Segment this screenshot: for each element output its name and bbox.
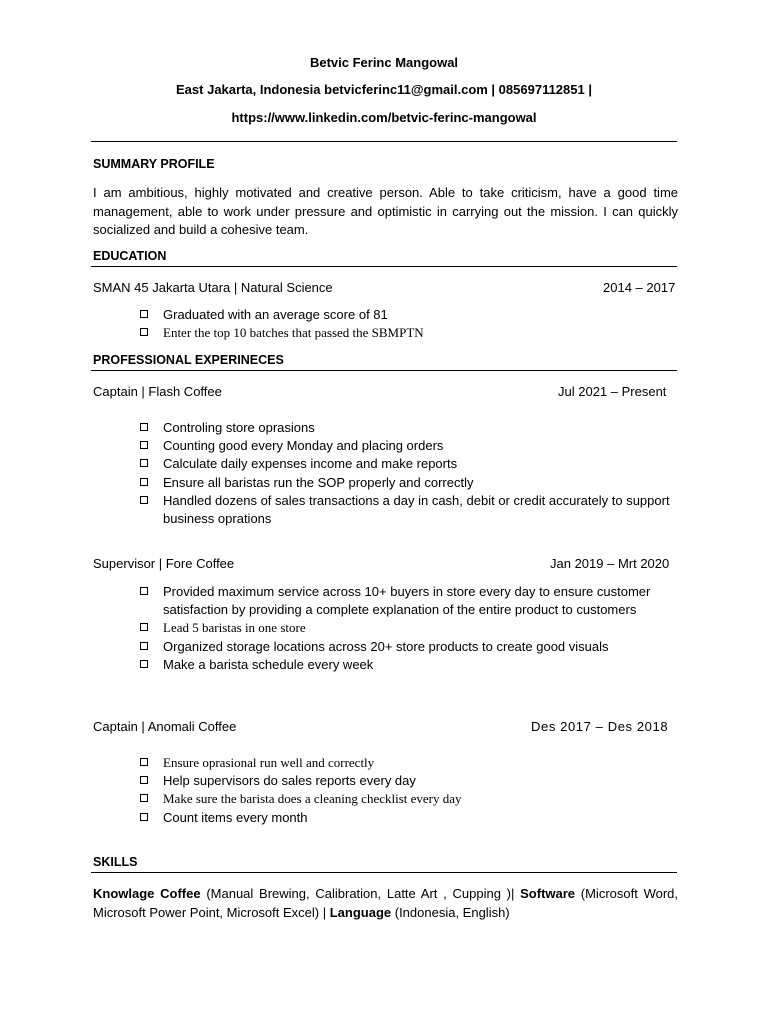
header-divider	[91, 141, 677, 142]
list-item: Provided maximum service across 10+ buyers in store every day to ensure customer satisfaction by providing a complete explanation of the entire product to customers	[138, 583, 678, 619]
skill-label-language: Language	[329, 904, 392, 920]
checkbox-icon	[140, 587, 148, 595]
experience-divider	[91, 370, 677, 371]
checkbox-icon	[140, 660, 148, 668]
education-list	[138, 306, 678, 342]
job-dates: Des 2017 – Des 2018	[531, 719, 669, 734]
education-dates: 2014 – 2017	[603, 280, 676, 295]
checkbox-icon	[140, 623, 148, 631]
experience-heading: PROFESSIONAL EXPERINECES	[93, 353, 284, 367]
skill-label-coffee: Knowlage Coffee	[93, 886, 201, 901]
skill-label-software: Software	[520, 886, 576, 901]
skills-text	[93, 885, 678, 922]
linkedin-url[interactable]: https://www.linkedin.com/betvic-ferinc-mangowal	[231, 110, 537, 125]
checkbox-icon	[140, 310, 148, 318]
checkbox-icon	[140, 459, 148, 467]
education-divider	[91, 266, 677, 267]
checkbox-icon	[140, 642, 148, 650]
list-item: Ensure all baristas run the SOP properly and correctly	[138, 474, 678, 492]
school-title: SMAN 45 Jakarta Utara | Natural Science	[93, 280, 333, 295]
checkbox-icon	[140, 794, 148, 802]
checkbox-icon	[140, 496, 148, 504]
job-duties-list	[138, 583, 678, 674]
skills-divider	[91, 872, 677, 873]
job-duties-list	[138, 419, 678, 528]
checkbox-icon	[140, 813, 148, 821]
list-item: Count items every month	[138, 809, 678, 827]
skill-coffee-detail: (Manual Brewing, Calibration, Latte Art , Cupping )|	[200, 886, 521, 901]
list-item: Graduated with an average score of 81	[138, 306, 678, 324]
list-item: Make a barista schedule every week	[138, 656, 678, 674]
education-heading: EDUCATION	[93, 249, 167, 263]
list-item: Ensure oprasional run well and correctly	[138, 754, 678, 772]
checkbox-icon	[140, 423, 148, 431]
list-item: Make sure the barista does a cleaning checklist every day	[138, 790, 678, 808]
skill-software-detail: (Microsoft Word, Microsoft Power Point, Microsoft Excel) |	[93, 886, 679, 920]
summary-text: I am ambitious, highly motivated and creative person. Able to take criticism, have a good time management, able to work under pressure and optimistic in carrying out the mission. I can quickly socialized and build a cohesive team.	[93, 185, 678, 237]
list-item: Help supervisors do sales reports every day	[138, 772, 678, 790]
list-item: Lead 5 baristas in one store	[138, 619, 678, 637]
job-title: Supervisor | Fore Coffee	[93, 556, 235, 571]
list-item: Controling store oprasions	[138, 419, 678, 437]
job-duties-list	[138, 754, 678, 827]
contact-line: East Jakarta, Indonesia betvicferinc11@gmail.com | 085697112851 |	[176, 82, 592, 97]
list-item: Enter the top 10 batches that passed the SBMPTN	[138, 324, 678, 342]
skill-language-detail: (Indonesia, English)	[391, 904, 510, 920]
job-title: Captain | Flash Coffee	[93, 384, 222, 399]
checkbox-icon	[140, 478, 148, 486]
list-item: Handled dozens of sales transactions a day in cash, debit or credit accurately to support business oprations	[138, 492, 678, 528]
checkbox-icon	[140, 776, 148, 784]
job-dates: Jan 2019 – Mrt 2020	[550, 556, 670, 571]
list-item: Organized storage locations across 20+ store products to create good visuals	[138, 638, 678, 656]
summary-heading: SUMMARY PROFILE	[93, 157, 215, 171]
list-item: Counting good every Monday and placing orders	[138, 437, 678, 455]
checkbox-icon	[140, 758, 148, 766]
skills-heading: SKILLS	[93, 855, 138, 869]
resume-name: Betvic Ferinc Mangowal	[309, 55, 459, 70]
list-item: Calculate daily expenses income and make reports	[138, 455, 678, 473]
job-dates: Jul 2021 – Present	[558, 384, 667, 399]
job-title: Captain | Anomali Coffee	[93, 719, 237, 734]
checkbox-icon	[140, 328, 148, 336]
checkbox-icon	[140, 441, 148, 449]
